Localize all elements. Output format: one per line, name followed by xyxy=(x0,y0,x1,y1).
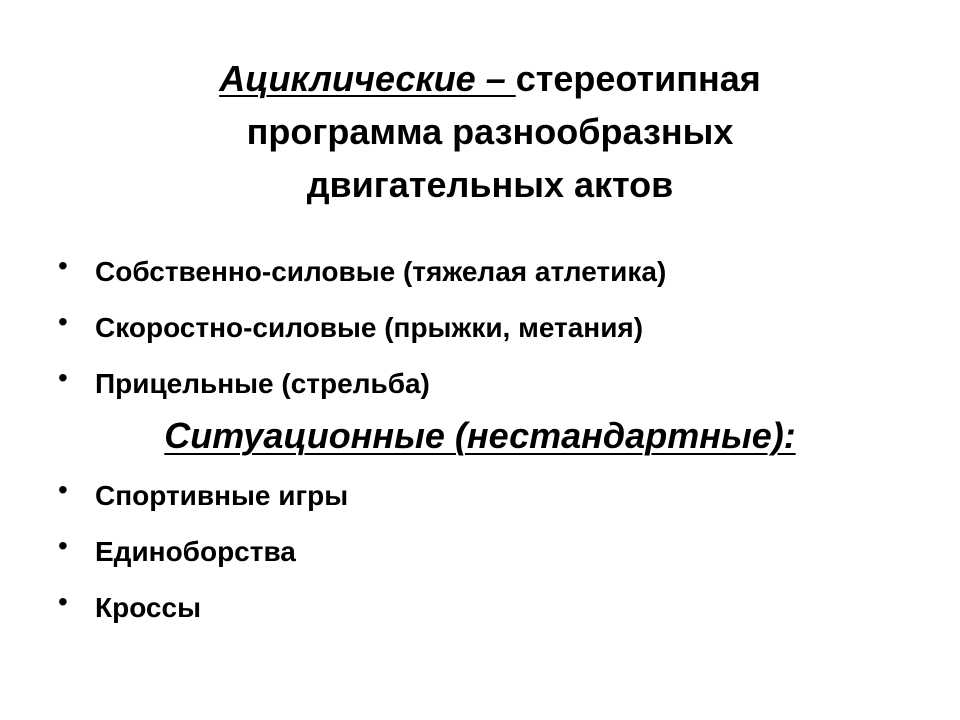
list-item xyxy=(58,356,918,412)
bullet-list-situational xyxy=(58,468,918,636)
bullet-icon: • xyxy=(58,306,68,337)
list-item-text: Кроссы xyxy=(95,592,201,623)
list-item-text: Собственно-силовые (тяжелая атлетика) xyxy=(95,256,667,287)
bullet-icon: • xyxy=(58,586,68,617)
bullet-icon: • xyxy=(58,530,68,561)
list-item-text: Спортивные игры xyxy=(95,480,349,511)
list-item xyxy=(58,580,918,636)
bullet-icon: • xyxy=(58,250,68,281)
list-item xyxy=(58,524,918,580)
title-lead: Ациклические – xyxy=(219,58,516,99)
list-item xyxy=(58,300,918,356)
list-item-text: Прицельные (стрельба) xyxy=(95,368,430,399)
bullet-icon: • xyxy=(58,474,68,505)
bullet-icon: • xyxy=(58,362,68,393)
list-item-text: Скоростно-силовые (прыжки, метания) xyxy=(95,312,644,343)
list-item xyxy=(58,468,918,524)
list-item-text: Единоборства xyxy=(95,536,296,567)
section-subheading: Ситуационные (нестандартные): xyxy=(164,415,796,456)
title-rest: стереотипная программа разнообразных двигательных актов xyxy=(246,58,761,205)
list-item xyxy=(58,244,918,300)
bullet-list-acyclic xyxy=(58,244,918,412)
slide-title xyxy=(120,52,860,211)
